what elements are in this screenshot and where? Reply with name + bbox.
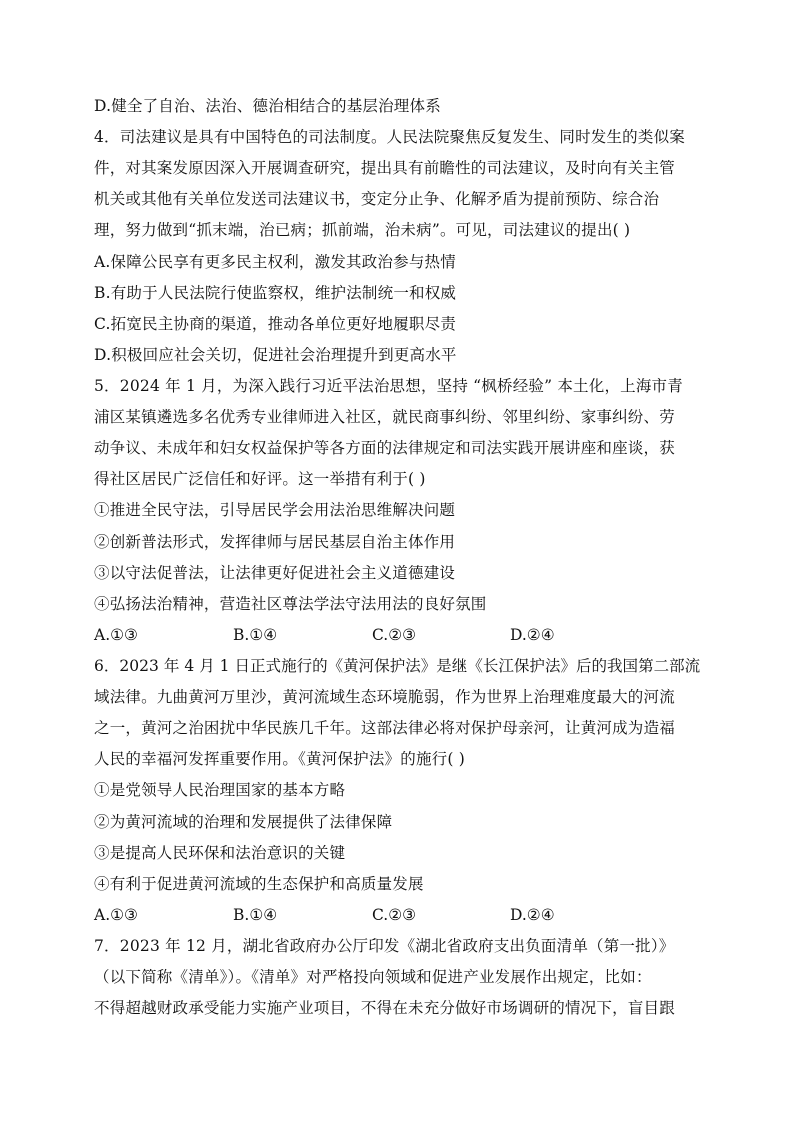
q6-stem-line: 人民的幸福河发挥重要作用。《黄河保护法》的施行( ) [94, 750, 465, 768]
q6-item-1: ①是党领导人民治理国家的基本方略 [94, 781, 346, 799]
q5-item-3: ③以守法促普法，让法律更好促进社会主义道德建设 [94, 564, 456, 582]
q6-stem-line: 6．2023 年 4 月 1 日正式施行的《黄河保护法》是继《长江保护法》后的我国第二部流 [94, 657, 701, 675]
q4-stem-line: 4．司法建议是具有中国特色的司法制度。人民法院聚焦反复发生、同时发生的类似案 [94, 128, 685, 146]
q5-option-d: D.②④ [510, 626, 555, 644]
q4-stem-line: 机关或其他有关单位发送司法建议书，变定分止争、化解矛盾为提前预防、综合治 [94, 190, 660, 208]
q5-item-1: ①推进全民守法，引导居民学会用法治思维解决问题 [94, 501, 456, 519]
q6-option-b: B.①④ [233, 906, 278, 924]
q7-stem-line: 7．2023 年 12 月，湖北省政府办公厅印发《湖北省政府支出负面清单（第一批）》 [94, 937, 675, 955]
q4-choice-d: D.积极回应社会关切，促进社会治理提升到更高水平 [94, 346, 457, 364]
q7-stem-line: （以下简称《清单》）。《清单》对严格投向领域和促进产业发展作出规定，比如： [94, 968, 652, 986]
q5-stem-line: 动争议、未成年和妇女权益保护等各方面的法律规定和司法实践开展讲座和座谈，获 [94, 439, 675, 457]
q4-choice-c: C.拓宽民主协商的渠道，推动各单位更好地履职尽责 [94, 315, 457, 333]
q5-stem-line: 得社区居民广泛信任和好评。这一举措有利于( ) [94, 470, 426, 488]
q4-choice-a: A.保障公民享有更多民主权利，激发其政治参与热情 [94, 253, 456, 271]
q6-options [94, 904, 694, 926]
q5-item-4: ④弘扬法治精神，营造社区尊法学法守法用法的良好氛围 [94, 595, 487, 613]
q5-option-b: B.①④ [233, 626, 278, 644]
q6-item-4: ④有利于促进黄河流域的生态保护和高质量发展 [94, 875, 424, 893]
q6-item-3: ③是提高人民环保和法治意识的关键 [94, 844, 346, 862]
q6-stem-line: 域法律。九曲黄河万里沙，黄河流域生态环境脆弱，作为世界上治理难度最大的河流 [94, 688, 675, 706]
q6-option-a: A.①③ [94, 906, 138, 924]
q5-item-2: ②创新普法形式，发挥律师与居民基层自治主体作用 [94, 533, 456, 551]
q5-option-c: C.②③ [372, 626, 417, 644]
q4-choice-b: B.有助于人民法院行使监察权，维护法制统一和权威 [94, 284, 457, 302]
q5-options [94, 624, 694, 646]
q6-stem-line: 之一，黄河之治困扰中华民族几千年。这部法律必将对保护母亲河，让黄河成为造福 [94, 719, 675, 737]
q5-option-a: A.①③ [94, 626, 138, 644]
q5-stem-line: 浦区某镇遴选多名优秀专业律师进入社区，就民商事纠纷、邻里纠纷、家事纠纷、劳 [94, 408, 675, 426]
q4-stem-line: 理，努力做到“抓末端，治已病；抓前端，治未病”。可见，司法建议的提出( ) [94, 221, 631, 239]
q6-option-c: C.②③ [372, 906, 417, 924]
q6-item-2: ②为黄河流域的治理和发展提供了法律保障 [94, 813, 393, 831]
q3-choice-d: D.健全了自治、法治、德治相结合的基层治理体系 [94, 97, 441, 115]
q4-stem-line: 件，对其案发原因深入开展调查研究，提出具有前瞻性的司法建议，及时向有关主管 [94, 159, 675, 177]
q7-stem-line: 不得超越财政承受能力实施产业项目，不得在未充分做好市场调研的情况下，盲目跟 [94, 999, 675, 1017]
q5-stem-line: 5．2024 年 1 月，为深入践行习近平法治思想，坚持 “枫桥经验” 本土化，上海市青 [94, 377, 683, 395]
q6-option-d: D.②④ [510, 906, 555, 924]
